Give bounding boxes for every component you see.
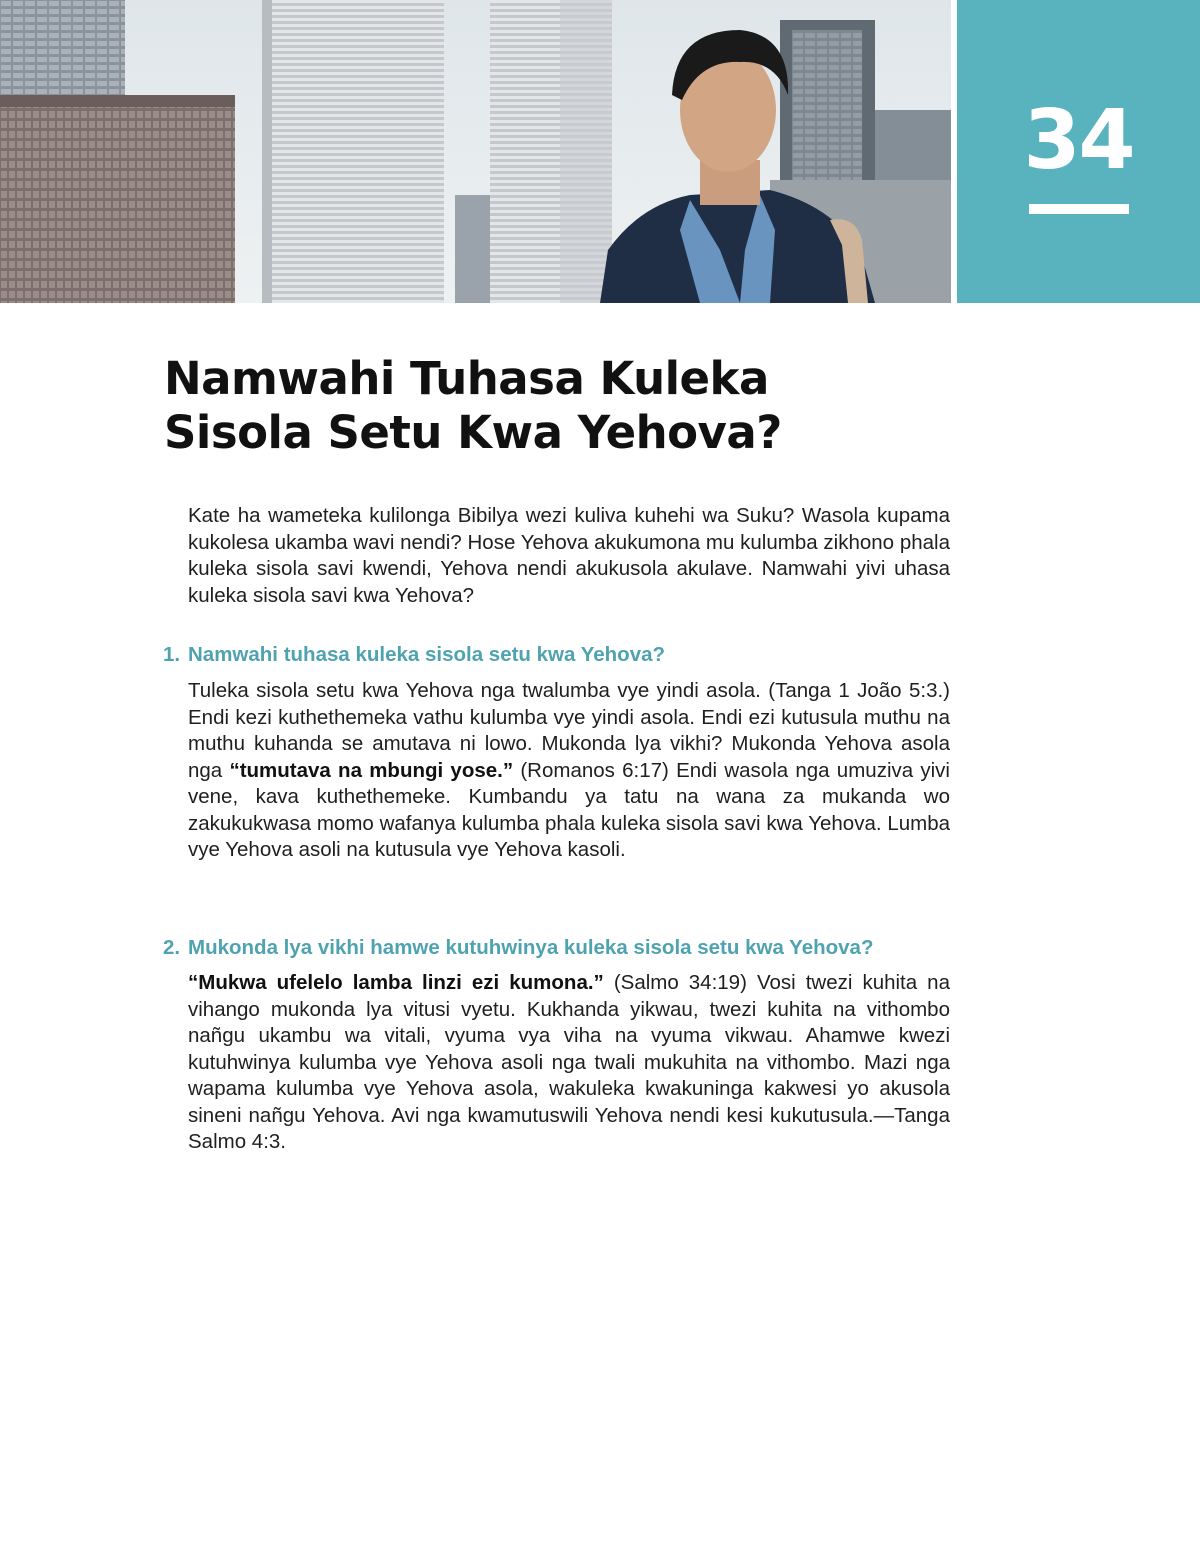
title-line-1: Namwahi Tuhasa Kuleka: [164, 352, 769, 405]
city-skyline-photo: [0, 0, 951, 303]
answer-2-paragraph: [188, 970, 950, 1156]
title-line-2: Sisola Setu Kwa Yehova?: [164, 406, 782, 459]
question-2: [163, 935, 963, 961]
hero-photo: [0, 0, 951, 303]
lesson-badge: [957, 0, 1200, 303]
question-1: [163, 642, 963, 668]
lesson-number-underline: [1029, 204, 1129, 214]
intro-paragraph: Kate ha wameteka kulilonga Bibilya wezi kuliva kuhehi wa Suku? Wasola kupama kukolesa ukamba wavi nendi? Hose Yehova akukumona mu kulumba zikhono phala kuleka sisola savi kwendi, Yehova nendi akukusola akulave. Namwahi yivi uhasa kuleka sisola savi kwa Yehova?: [188, 504, 950, 607]
page-title: [164, 352, 924, 460]
answer-1-text-after: (Romanos 6:17) Endi wasola nga umuziva yivi vene, kava kuthethemeke. Kumbandu ya tatu na wana za mukanda wo zakukukwasa momo wafanya kulumba phala kuleka sisola savi kwa Yehova. Lumba vye Yehova asoli na kutusula vye Yehova kasoli.: [188, 758, 950, 861]
answer-1-quote: “tumutava na mbungi yose.”: [229, 758, 514, 782]
question-2-number: 2.: [163, 936, 181, 959]
answer-1-text-before: Tuleka sisola setu kwa Yehova nga twalumba vye yindi asola. (Tanga 1 João 5:3.) Endi kezi kuthethemeka vathu kulumba vye yindi asola. Endi ezi kutusula muthu na muthu kuhanda se amutava ni lowo. Mukonda lya vikhi? Mukonda Yehova asola nga: [188, 679, 950, 782]
question-1-text: Namwahi tuhasa kuleka sisola setu kwa Yehova?: [188, 643, 666, 666]
question-1-number: 1.: [163, 643, 181, 666]
answer-2-text-after: (Salmo 34:19) Vosi twezi kuhita na vihango mukonda lya vitusi vyetu. Kukhanda yikwau, twezi kuhita na vithombo nañgu ukambu wa vitali, vyuma vya viha na vyuma vikwau. Ahamwe kwezi kutuhwinya kulumba vye Yehova asoli nga twali mukuhita na vithombo. Mazi nga wapama kulumba vye Yehova asola, wakuleka kwakuninga kakwesi yo akusola sineni nañgu Yehova. Avi nga kwamutuswili Yehova nendi kesi kukutusula.—Tanga Salmo 4:3.: [188, 971, 950, 1153]
lesson-number: 34: [1023, 93, 1134, 188]
question-2-text: Mukonda lya vikhi hamwe kutuhwinya kuleka sisola setu kwa Yehova?: [188, 936, 874, 959]
answer-2-quote: “Mukwa ufelelo lamba linzi ezi kumona.”: [188, 971, 604, 994]
answer-1-paragraph: [188, 678, 950, 864]
